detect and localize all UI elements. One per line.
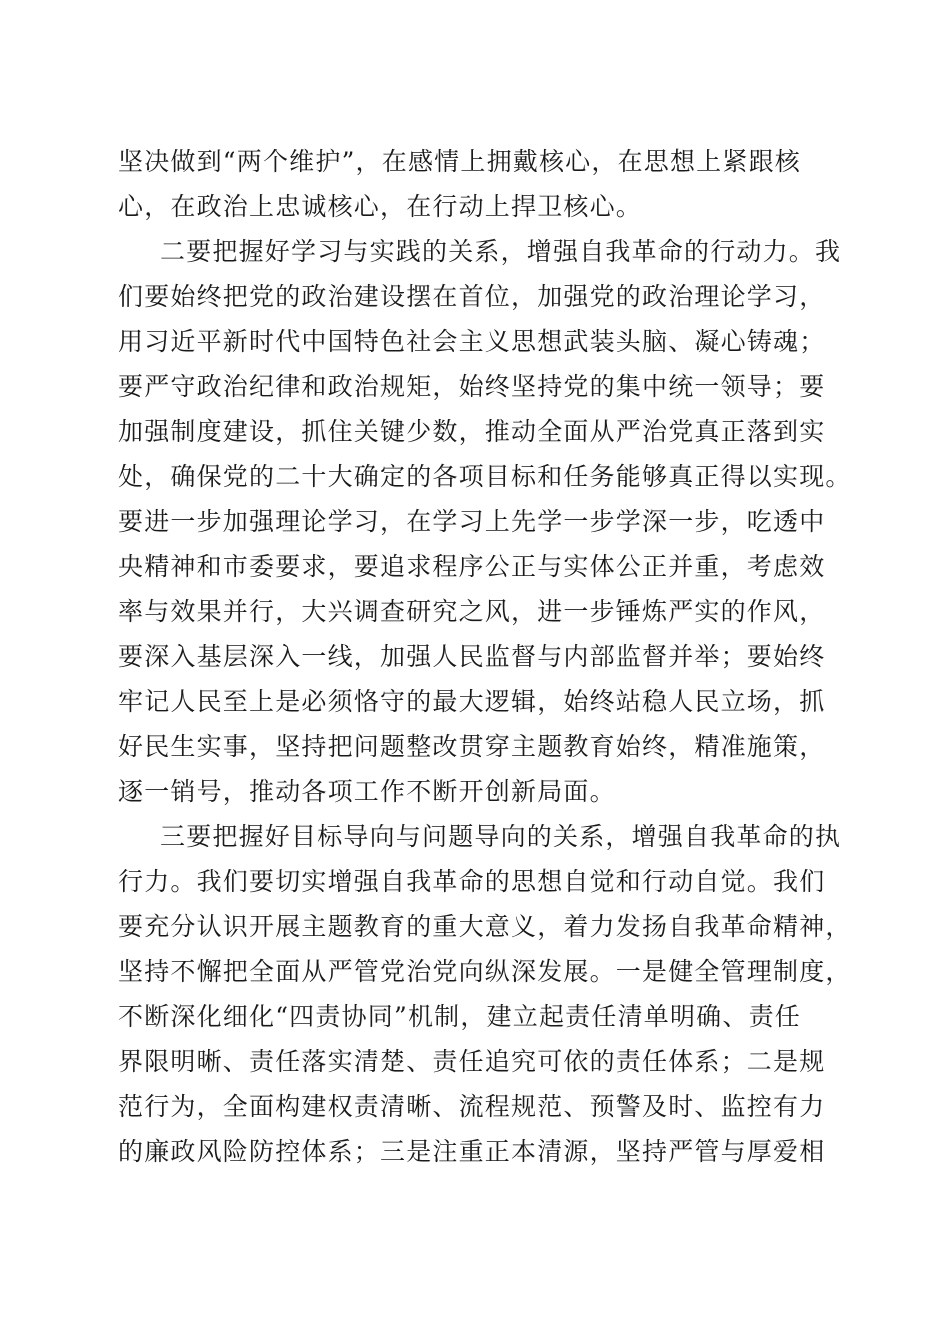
text-line: 好民生实事，坚持把问题整改贯穿主题教育始终，精准施策， (118, 732, 826, 761)
text-line: 界限明晰、责任落实清楚、责任追究可依的责任体系；二是规 (118, 1047, 826, 1076)
text-line: 加强制度建设，抓住关键少数，推动全面从严治党真正落到实 (118, 417, 826, 446)
text-line: 要进一步加强理论学习，在学习上先学一步学深一步，吃透中 (118, 507, 826, 536)
text-line: 要充分认识开展主题教育的重大意义，着力发扬自我革命精神， (118, 912, 852, 941)
text-line: 央精神和市委要求，要追求程序公正与实体公正并重，考虑效 (118, 552, 826, 581)
text-line: 坚持不懈把全面从严管党治党向纵深发展。一是健全管理制度， (118, 957, 852, 986)
text-line: 行力。我们要切实增强自我革命的思想自觉和行动自觉。我们 (118, 867, 826, 896)
text-line: 要深入基层深入一线，加强人民监督与内部监督并举；要始终 (118, 642, 826, 671)
text-line: 心，在政治上忠诚核心，在行动上捍卫核心。 (118, 192, 643, 221)
text-line: 率与效果并行，大兴调查研究之风，进一步锤炼严实的作风， (118, 597, 826, 626)
text-line: 不断深化细化“四责协同”机制，建立起责任清单明确、责任 (118, 1002, 801, 1031)
paragraph-start-line: 二要把握好学习与实践的关系，增强自我革命的行动力。我 (160, 237, 842, 266)
text-line: 坚决做到“两个维护”，在感情上拥戴核心，在思想上紧跟核 (118, 147, 801, 176)
text-line: 牢记人民至上是必须恪守的最大逻辑，始终站稳人民立场，抓 (118, 687, 826, 716)
text-line: 要严守政治纪律和政治规矩，始终坚持党的集中统一领导；要 (118, 372, 826, 401)
text-line: 范行为，全面构建权责清晰、流程规范、预警及时、监控有力 (118, 1092, 826, 1121)
text-line: 的廉政风险防控体系；三是注重正本清源，坚持严管与厚爱相 (118, 1137, 826, 1166)
text-line: 们要始终把党的政治建设摆在首位，加强党的政治理论学习， (118, 282, 826, 311)
text-line: 用习近平新时代中国特色社会主义思想武装头脑、凝心铸魂； (118, 327, 826, 356)
text-line: 处，确保党的二十大确定的各项目标和任务能够真正得以实现。 (118, 462, 852, 491)
text-line: 逐一销号，推动各项工作不断开创新局面。 (118, 777, 616, 806)
paragraph-start-line: 三要把握好目标导向与问题导向的关系，增强自我革命的执 (160, 822, 842, 851)
